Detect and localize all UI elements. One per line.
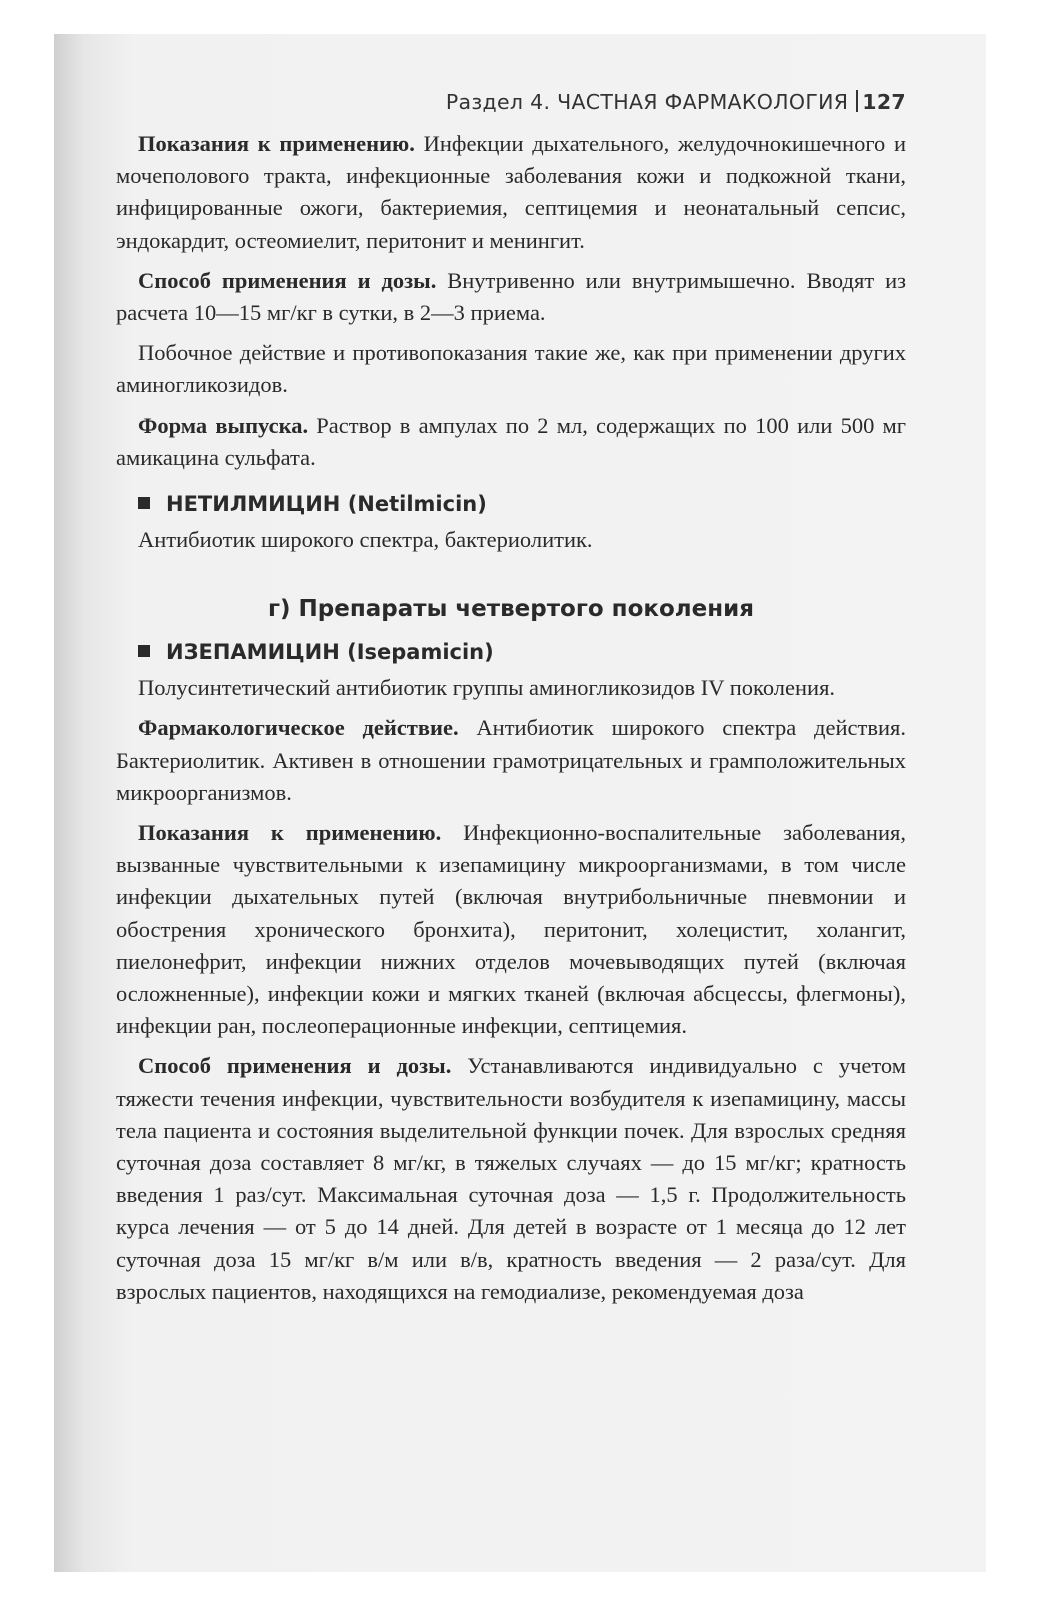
netilmicin-name: НЕТИЛМИЦИН <box>166 492 341 517</box>
isepamicin-name: ИЗЕПАМИЦИН <box>166 640 340 665</box>
running-head-title: Раздел 4. ЧАСТНАЯ ФАРМАКОЛОГИЯ <box>445 90 849 114</box>
amikacin-dosage <box>116 265 906 329</box>
amikacin-dosage-label: Способ применения и дозы. <box>138 267 437 293</box>
amikacin-side-effects: Побочное действие и противопоказания такие же, как при применении других аминогликозидов. <box>116 340 906 398</box>
isepamicin-pharm-text: Антибиотик широкого спектра действия. Бактериолитик. Активен в отношении грамотрицательных и грамположительных микроорганизмов. <box>116 715 906 805</box>
isepamicin-description: Полусинтетический антибиотик группы аминогликозидов IV поколения. <box>138 675 836 701</box>
running-head <box>116 90 906 114</box>
netilmicin-heading <box>138 488 906 520</box>
running-head-divider <box>856 90 858 112</box>
amikacin-indications <box>116 128 906 257</box>
isepamicin-pharm-label: Фармакологическое действие. <box>138 715 459 741</box>
amikacin-form-text: Раствор в ампулах по 2 мл, содержащих по 100 или 500 мг амикацина сульфата. <box>116 412 906 470</box>
amikacin-indications-text: Инфекции дыхательного, желудочнокишечного и мочеполового тракта, инфекционные заболевания кожи и подкожной ткани, инфицированные ожоги, бактериемия, септицемия и неонатальный сепсис, эндокардит, остеомиелит, перитонит и менингит. <box>116 131 906 253</box>
isepamicin-pharm <box>116 712 906 809</box>
bullet-square-icon <box>138 497 150 509</box>
bullet-square-icon <box>138 645 150 657</box>
page-number: 127 <box>862 90 906 114</box>
amikacin-dosage-text: Внутривенно или внутримышечно. Вводят из расчета 10—15 мг/кг в сутки, в 2—3 приема. <box>116 267 906 326</box>
netilmicin-latin: (Netilmicin) <box>347 492 487 517</box>
page-content <box>116 90 906 1308</box>
isepamicin-indications-text: Инфекционно-воспалительные заболевания, вызванные чувствительными к изепамицину микроорганизмами, в том числе инфекции дыхательных путей (включая внутрибольничные пневмонии и обострения хронического бронхита), перитонит, холецистит, холангит, пиелонефрит, инфекции нижних отделов мочевыводящих путей (включая осложненные), инфекции кожи и мягких тканей (включая абсцессы, флегмоны), инфекции ран, послеоперационные инфекции, септицемия. <box>116 820 906 1039</box>
isepamicin-heading <box>138 636 906 668</box>
isepamicin-dosage-label: Способ применения и дозы. <box>138 1053 452 1079</box>
amikacin-indications-label: Показания к применению. <box>138 131 415 156</box>
isepamicin-indications-label: Показания к применению. <box>138 820 442 846</box>
isepamicin-dosage-text: Устанавливаются индивидуально с учетом тяжести течения инфекции, чувствительности возбудителя к изепамицину, массы тела пациента и состояния выделительной функции почек. Для взрослых средняя суточная доза составляет 8 мг/кг, в тяжелых случаях — до 15 мг/кг; кратность введения 1 раз/сут. Максимальная суточная доза — 1,5 г. Продолжительность курса лечения — от 5 до 14 дней. Для детей в возрасте от 1 месяца до 12 лет суточная доза 15 мг/кг в/м или в/в, кратность введения — 2 раза/сут. Для взрослых пациентов, находящихся на гемодиализе, рекомендуемая доза <box>116 1053 906 1304</box>
isepamicin-indications <box>116 817 906 1042</box>
section-title: г) Препараты четвертого поколения <box>268 596 754 623</box>
isepamicin-latin: (Isepamicin) <box>347 640 494 665</box>
amikacin-form-label: Форма выпуска. <box>138 412 309 438</box>
amikacin-form <box>116 410 906 474</box>
netilmicin-description: Антибиотик широкого спектра, бактериолитик. <box>138 527 593 553</box>
isepamicin-dosage <box>116 1050 906 1308</box>
